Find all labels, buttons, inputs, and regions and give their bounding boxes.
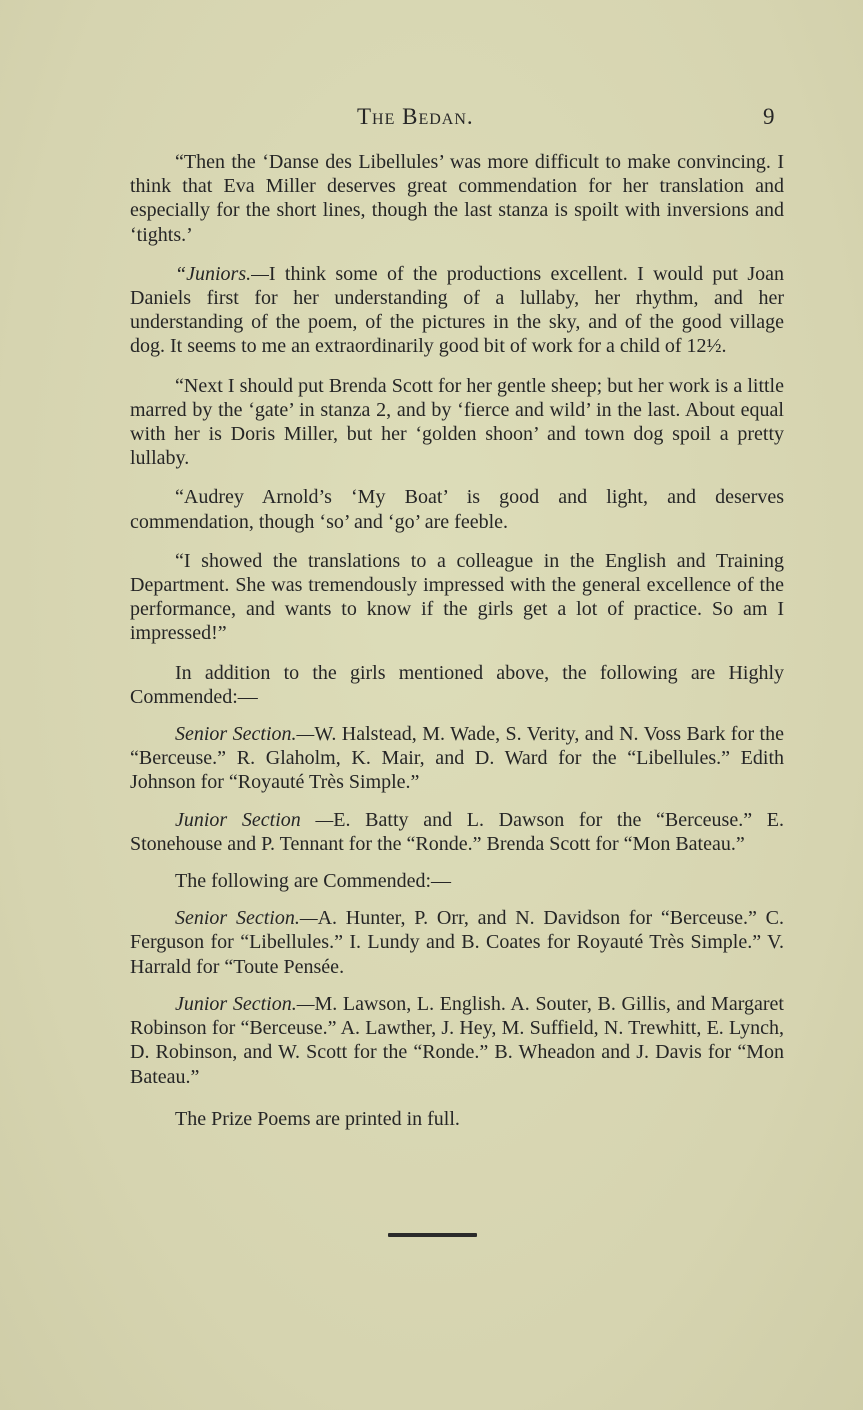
paragraph-libellules [130, 150, 784, 247]
paragraph-text: W. Halstead, M. Wade, S. Verity, and N. Voss Bark for the “Berceuse.” R. Glaholm, K. Mair, and D. Ward for the “Libellules.” Edith Johnson for “Royauté Très Simple.” [130, 723, 784, 794]
article-body [130, 150, 784, 1146]
running-header [0, 104, 863, 140]
paragraph-text: “Then the ‘Danse des Libellules’ was more difficult to make convincing. I think that Eva Miller deserves great commendation for her translation and especially for the short lines, though the last stanza is spoilt with inversions and ‘tights.’ [130, 151, 784, 246]
section-label: Junior Section — [175, 808, 334, 831]
end-rule [388, 1233, 477, 1237]
section-label: Senior Section.— [175, 723, 315, 746]
paragraph-juniors [130, 262, 784, 359]
page-number: 9 [763, 104, 775, 129]
paragraph-commended-senior [130, 906, 784, 979]
section-label: Junior Section.— [175, 992, 315, 1015]
paragraph-prize-poems [130, 1107, 784, 1131]
paragraph-text: “Audrey Arnold’s ‘My Boat’ is good and light, and deserves commendation, though ‘so’ and ‘go’ are feeble. [130, 486, 784, 533]
paragraph-text: “I showed the translations to a colleague in the English and Training Department. She was tremendously impressed with the general excellence of the performance, and wants to know if the girls get a lot of practice. So am I impressed!” [130, 549, 784, 645]
paragraph-text: The following are Commended:— [175, 870, 452, 893]
paragraph-translations [130, 549, 784, 646]
paragraph-highly-commended-senior [130, 722, 784, 795]
paragraph-text: In addition to the girls mentioned above, the following are Highly Commended:— [130, 661, 784, 708]
paragraph-text: E. Batty and L. Dawson for the “Berceuse.” E. Stonehouse and P. Tennant for the “Ronde.” Brenda Scott for “Mon Bateau.” [130, 808, 785, 855]
paragraph-text: A. Hunter, P. Orr, and N. Davidson for “Berceuse.” C. Ferguson for “Libellules.” I. Lundy and B. Coates for Royauté Très Simple.” V. Harrald for “Toute Pensée. [130, 907, 784, 978]
paragraph-commended-intro [130, 869, 784, 893]
paragraph-highly-commended-junior [130, 808, 784, 856]
paragraph-audrey-arnold [130, 485, 784, 533]
paragraph-text: I think some of the productions excellent. I would put Joan Daniels first for her understanding of a lullaby, her rhythm, and her understanding of the poem, of the pictures in the sky, and of the good village dog. It seems to me an extraordinarily good bit of work for a child of 12½. [130, 262, 784, 358]
paragraph-text: The Prize Poems are printed in full. [175, 1107, 460, 1130]
paragraph-text: “Next I should put Brenda Scott for her gentle sheep; but her work is a little marred by the ‘gate’ in stanza 2, and by ‘fierce and wild’ in the last. About equal with her is Doris Miller, but her ‘golden shoon’ and town dog spoil a pretty lullaby. [130, 374, 784, 470]
paragraph-label: “Juniors.— [175, 262, 269, 285]
section-label: Senior Section.— [175, 907, 318, 930]
paragraph-brenda-scott [130, 374, 784, 471]
journal-title: The Bedan. [357, 104, 474, 129]
paragraph-text: M. Lawson, L. English. A. Souter, B. Gillis, and Margaret Robinson for “Berceuse.” A. Lawther, J. Hey, M. Suffield, N. Trewhitt, E. Lynch, D. Robinson, and W. Scott for the “Ronde.” B. Wheadon and J. Davis for “Mon Bateau.” [130, 992, 784, 1088]
paragraph-commended-junior [130, 992, 784, 1089]
paragraph-highly-commended-intro [130, 661, 784, 709]
